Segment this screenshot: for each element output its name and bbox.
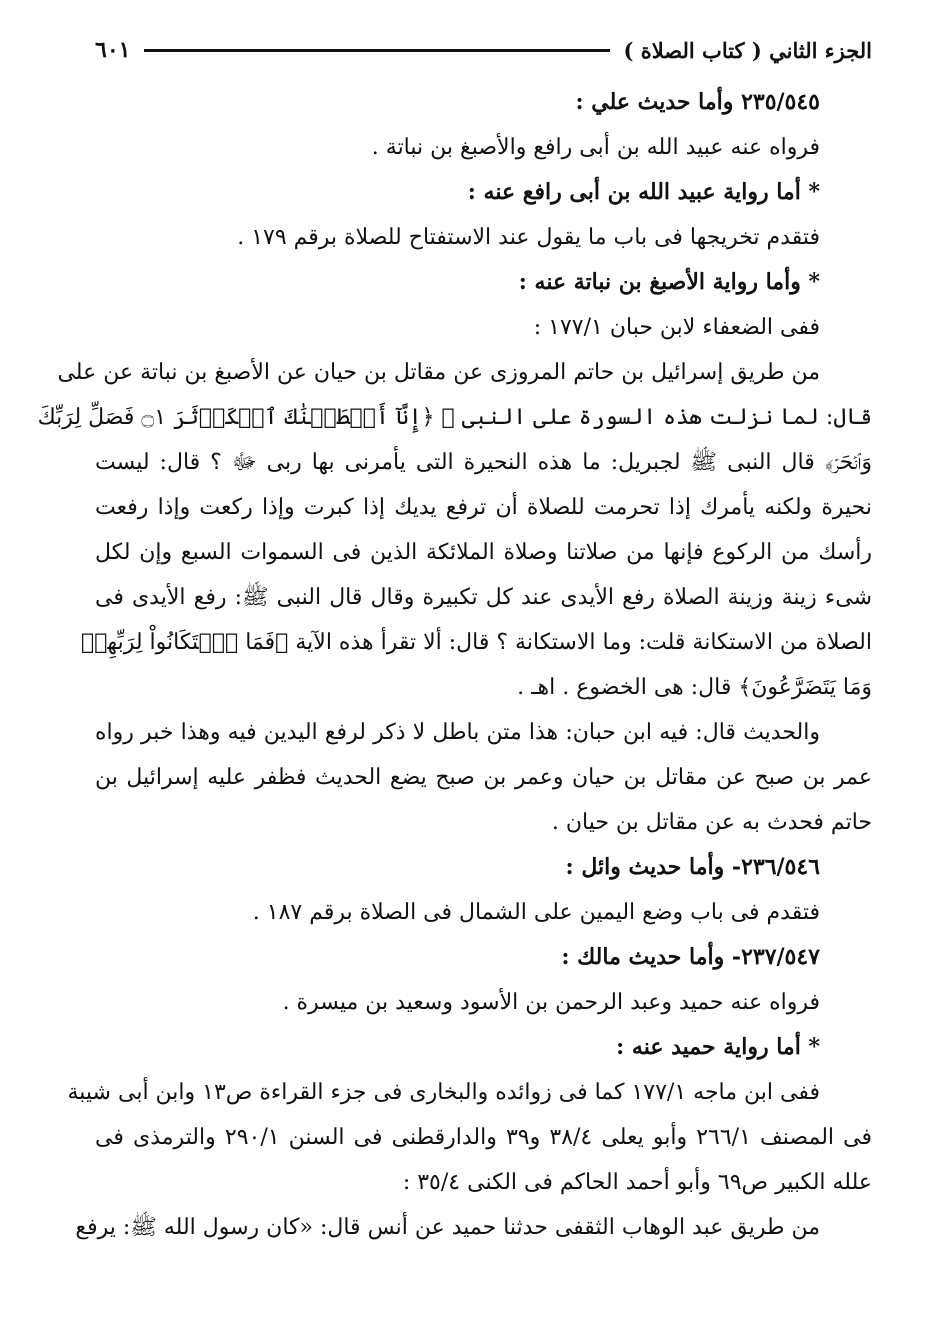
text-line: علله الكبير ص٦٩ وأبو أحمد الحاكم فى الكنى ٣٥/٤ :	[402, 1170, 872, 1195]
text-line: نحيرة ولكنه يأمرك إذا تحرمت للصلاة أن ترفع يديك إذا كبرت وإذا ركعت وإذا رفعت	[95, 495, 872, 520]
text-line: وَٱنۡحَرۡ﴾ قال النبى ﷺ لجبريل: ما هذه النحيرة التى يأمرنى بها ربى ﷻ ؟ قال: ليست	[95, 450, 872, 475]
text-line: والحديث قال: فيه ابن حبان: هذا متن باطل لا ذكر لرفع اليدين فيه وهذا خبر رواه	[95, 720, 820, 745]
text-line: عمر بن صبح عن مقاتل بن حيان وعمر بن صبح يضع الحديث فظفر عليه إسرائيل بن	[95, 765, 872, 790]
text-line: فرواه عنه حميد وعبد الرحمن بن الأسود وسعيد بن ميسرة .	[282, 990, 820, 1015]
text-line: فرواه عنه عبيد الله بن أبى رافع والأصبغ بن نباتة .	[371, 135, 820, 160]
page-number: ٦٠١	[95, 37, 131, 63]
subheading: * أما رواية عبيد الله بن أبى رافع عنه :	[467, 179, 820, 205]
text-line: ففى الضعفاء لابن حبان ١٧٧/١ :	[533, 315, 820, 340]
hadith-heading: ٢٣٥/٥٤٥ وأما حديث علي :	[575, 89, 820, 115]
subheading: * أما رواية حميد عنه :	[616, 1034, 820, 1060]
text-line: وَمَا يَتَضَرَّعُونَ﴾ قال: هى الخضوع . اهـ .	[517, 675, 872, 700]
text-line: من طريق عبد الوهاب الثقفى حدثنا حميد عن أنس قال: «كان رسول الله ﷺ: يرفع	[75, 1215, 820, 1240]
text-line: رأسك من الركوع فإنها من صلاتنا وصلاة الملائكة الذين فى السموات السبع وإن لكل	[95, 540, 872, 565]
running-header	[95, 32, 872, 68]
text-line: حاتم فحدث به عن مقاتل بن حيان .	[551, 810, 872, 835]
text-line: فتقدم تخريجها فى باب ما يقول عند الاستفتاح للصلاة برقم ١٧٩ .	[237, 225, 820, 250]
header-rule	[144, 49, 609, 52]
text-line: فى المصنف ٢٦٦/١ وأبو يعلى ٣٨/٤ و٣٩ والدارقطنى فى السنن ٢٩٠/١ والترمذى فى	[95, 1125, 873, 1150]
hadith-heading: ٢٣٧/٥٤٧- وأما حديث مالك :	[561, 944, 820, 970]
text-line: فتقدم فى باب وضع اليمين على الشمال فى الصلاة برقم ١٨٧ .	[252, 900, 820, 925]
text-line: ففى ابن ماجه ١٧٧/١ كما فى زوائده والبخارى فى جزء القراءة ص١٣ وابن أبى شيبة	[67, 1080, 820, 1105]
text-line: من طريق إسرائيل بن حاتم المروزى عن مقاتل بن حيان عن الأصبغ بن نباتة عن على	[57, 360, 820, 385]
text-line: شىء زينة وزينة الصلاة رفع الأيدى عند كل تكبيرة وقال قال النبى ﷺ: رفع الأيدى فى	[95, 585, 872, 610]
text-line: قال: لما نزلت هذه السورة على النبى ﷺ ﴿إِنَّآ أَعۡطَيۡنَٰكَ ٱلۡكَوۡثَرَ ۝١ فَصَلِّ لِرَبِّكَ	[37, 405, 872, 430]
text-line: الصلاة من الاستكانة قلت: وما الاستكانة ؟ قال: ألا تقرأ هذه الآية ﴿فَمَا ٱسۡتَكَانُواْ لِرَبِّهِمۡ	[81, 630, 872, 655]
hadith-heading: ٢٣٦/٥٤٦- وأما حديث وائل :	[565, 854, 820, 880]
subheading: * وأما رواية الأصبغ بن نباتة عنه :	[518, 269, 820, 295]
page-body	[37, 80, 873, 1250]
running-title: الجزء الثاني ( كتاب الصلاة )	[623, 37, 872, 63]
